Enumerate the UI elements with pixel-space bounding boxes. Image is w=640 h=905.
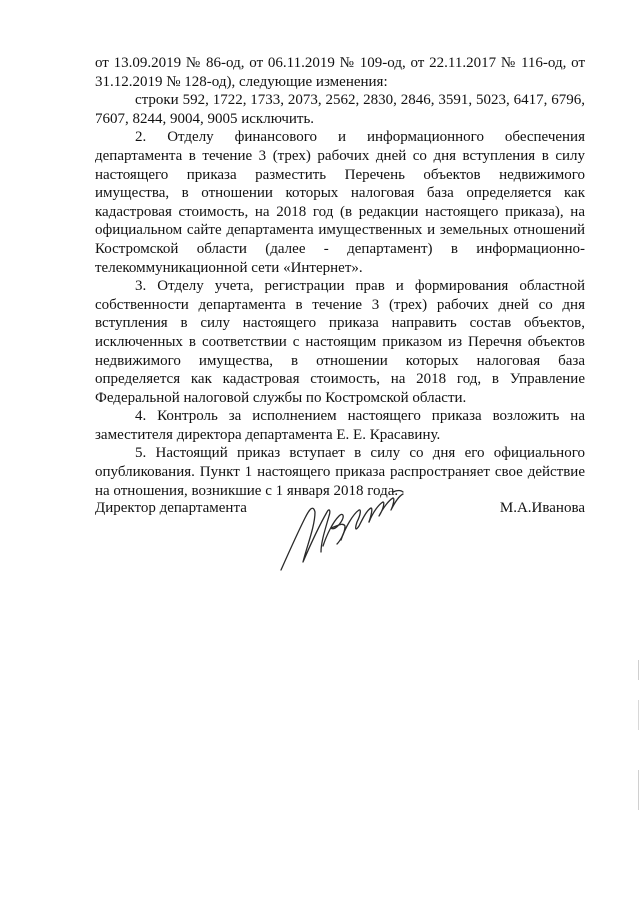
signatory-position: Директор департамента xyxy=(95,500,247,516)
handwritten-signature xyxy=(275,482,415,582)
paragraph-4: 4. Контроль за исполнением настоящего приказа возложить на заместителя директора департамента Е. Е. Красавину. xyxy=(95,408,585,443)
signatory-name: М.А.Иванова xyxy=(499,500,585,516)
document-body xyxy=(95,54,585,500)
paragraph-5: 5. Настоящий приказ вступает в силу со дня его официального опубликования. Пункт 1 настоящего приказа распространяет свое действие на отношения, возникшие с 1 января 2018 года. xyxy=(95,445,585,499)
excluded-rows-line: строки 592, 1722, 1733, 2073, 2562, 2830, 2846, 3591, 5023, 6417, 6796, 7607, 8244, 9004, 9005 исключить. xyxy=(95,92,585,127)
paragraph-2: 2. Отделу финансового и информационного обеспечения департамента в течение 3 (трех) рабочих дней со дня вступления в силу настоящего приказа разместить Перечень объектов недвижимого имущества, в отношении которых налоговая база определяется как кадастровая стоимость, на 2018 год (в редакции настоящего приказа), на официальном сайте департамента имущественных и земельных отношений Костромской области (далее - департамент) в информационно-телекоммуникационной сети «Интернет». xyxy=(95,129,585,276)
intro-line: от 13.09.2019 № 86-од, от 06.11.2019 № 109-од, от 22.11.2017 № 116-од, от 31.12.2019 № 128-од), следующие изменения: xyxy=(95,55,585,90)
paragraph-3: 3. Отделу учета, регистрации прав и формирования областной собственности департамента в течение 3 (трех) рабочих дней со дня вступления в силу настоящего приказа направить состав объектов, исключенных в соответствии с настоящим приказом из Перечня объектов недвижимого имущества, в отношении которых налоговая база определяется как кадастровая стоимость, на 2018 год, в Управление Федеральной налоговой службы по Костромской области. xyxy=(95,278,585,406)
